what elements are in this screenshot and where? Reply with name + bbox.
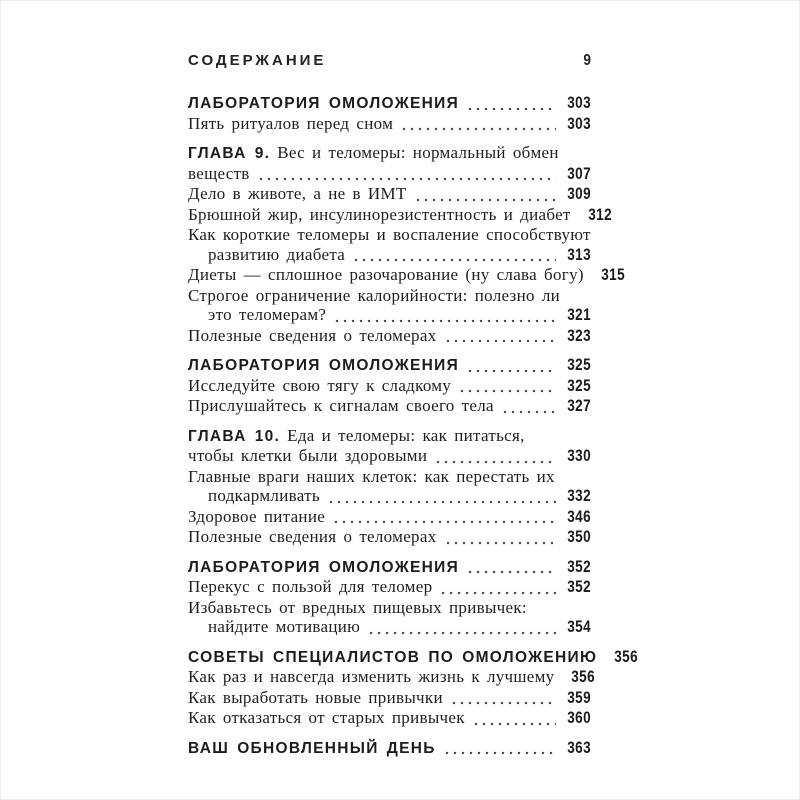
toc-list [188,93,639,758]
toc-page-number-value: 356 [614,647,639,666]
toc-entry [188,355,591,376]
toc-line [188,355,591,376]
toc-page-number-value: 327 [567,397,591,415]
toc-line [188,396,591,417]
toc-page-number-value: 346 [567,507,591,526]
toc-page-number-value: 303 [567,114,591,133]
toc-page-number [562,93,591,114]
dot-leader [325,507,562,528]
toc-page-number-value: 330 [567,447,591,465]
toc-item-title: подкармливать [208,486,320,505]
page-header [188,52,591,70]
toc-page-number-value: 325 [567,376,591,395]
toc-item-title: СОВЕТЫ СПЕЦИАЛИСТОВ ПО ОМОЛОЖЕНИЮ [188,648,598,666]
dot-leader [432,577,562,598]
toc-entry [188,507,591,528]
toc-item-title: Дело в животе, а не в ИМТ [188,184,407,203]
toc-entry [188,467,591,507]
toc-page-number-value: 307 [567,164,591,183]
toc-entry [188,184,591,205]
toc-entry [188,326,591,347]
toc-page-number [562,577,591,598]
toc-item-title: ЛАБОРАТОРИЯ ОМОЛОЖЕНИЯ [188,558,460,576]
toc-entry [188,396,591,417]
toc-page-number [583,205,612,226]
toc-page-number [562,376,591,397]
toc-line [188,184,591,205]
toc-page-number-value: 359 [567,688,591,707]
toc-item-title: Полезные сведения о теломерах [188,325,437,345]
chapter-number-prefix: ГЛАВА 10. [188,427,281,445]
toc-page-number [562,507,591,528]
dot-leader [584,265,596,286]
toc-entry [188,114,591,135]
toc-page-number [562,305,591,326]
toc-page-number-value: 325 [567,356,591,374]
toc-page-number-value: 363 [567,738,591,757]
toc-item-title: это теломерам? [208,305,327,324]
toc-line [188,617,591,638]
toc-page-number [562,326,591,347]
toc-line [188,265,625,286]
toc-item-title: Прислушайтесь к сигналам своего тела [188,396,494,415]
dot-leader [451,376,562,397]
dot-leader [554,667,566,688]
toc-item-title: Как раз и навсегда изменить жизнь к лучшему [188,667,555,686]
toc-page-number [562,114,591,135]
toc-item-title: Пять ритуалов перед сном [188,113,394,133]
toc-entry [188,286,591,326]
toc-item-title: найдите мотивацию [208,617,361,636]
toc-item-title: ВАШ ОБНОВЛЕННЫЙ ДЕНЬ [188,739,436,757]
toc-line [188,143,591,164]
toc-page-number [562,355,591,376]
dot-leader [459,93,562,114]
toc-line [188,527,591,548]
toc-line [188,164,591,185]
toc-page-number [562,617,591,638]
toc-line [188,467,591,487]
toc-entry [188,225,591,265]
toc-page-number [596,265,625,286]
toc-page-number [562,396,591,417]
dot-leader [494,396,562,417]
dot-leader [436,738,562,759]
dot-leader [407,184,562,205]
toc-line [188,557,591,578]
toc-line [188,204,612,226]
toc-line [188,667,596,688]
toc-line [188,446,591,467]
toc-item-title: веществ [188,163,250,183]
toc-item-title: Как короткие теломеры и воспаление способствуют [188,225,591,244]
toc-page-number-value: 350 [567,528,591,546]
toc-line [188,708,591,729]
dot-leader [326,305,562,326]
toc-page-number [562,688,591,709]
toc-line [188,598,591,618]
toc-page-number [562,184,591,205]
toc-item-title: ЛАБОРАТОРИЯ ОМОЛОЖЕНИЯ [188,357,460,374]
toc-line [188,93,591,114]
toc-item-title: Здоровое питание [188,506,326,526]
folio-page-number: 9 [583,52,591,69]
toc-page-number-value: 352 [567,578,591,596]
toc-page-number-value: 321 [567,306,591,324]
toc-page-number [562,557,591,578]
toc-entry [188,688,591,709]
toc-page-number [562,527,591,548]
toc-line [188,688,591,709]
toc-line [188,225,591,245]
toc-entry [188,647,639,668]
toc-entry [188,557,591,578]
dot-leader [459,557,562,578]
toc-line [188,114,591,135]
toc-item-title: Перекус с пользой для теломер [188,577,433,596]
toc-page [188,52,639,758]
dot-leader [360,617,562,638]
toc-page-number-value: 323 [567,326,591,345]
toc-line [188,486,591,507]
toc-entry [188,426,591,467]
toc-line [188,647,639,668]
running-title: СОДЕРЖАНИЕ [188,52,327,69]
toc-entry [188,738,591,759]
dot-leader [320,486,562,507]
toc-page-number-value: 315 [601,266,625,284]
toc-item-title: Вес и теломеры: нормальный обмен [277,143,559,162]
toc-line [188,426,591,447]
toc-line [188,376,591,397]
toc-item-title: Диеты — сплошное разочарование (ну слава богу) [188,265,584,284]
toc-item-title: Брюшной жир, инсулинорезистентность и диабет [188,204,571,224]
toc-entry [188,577,591,598]
toc-page-number [562,738,591,759]
toc-line [188,738,591,759]
toc-page-number [566,667,595,688]
toc-item-title: Полезные сведения о теломерах [188,527,437,546]
toc-page-number-value: 352 [567,557,591,576]
toc-page-number-value: 309 [567,185,591,203]
toc-item-title: Строгое ограничение калорийности: полезно ли [188,285,560,305]
toc-line [188,577,591,598]
dot-leader [597,647,609,668]
toc-item-title: Избавьтесь от вредных пищевых привычек: [188,597,527,617]
toc-page-number [562,708,591,729]
toc-entry [188,376,591,397]
chapter-number-prefix: ГЛАВА 9. [188,145,271,162]
toc-line [188,305,591,326]
toc-line [188,245,591,266]
toc-page-number [562,245,591,266]
dot-leader [437,527,562,548]
toc-entry [188,667,596,688]
toc-item-title: Как выработать новые привычки [188,687,443,707]
toc-page-number [609,647,638,668]
dot-leader [459,355,562,376]
toc-entry [188,708,591,729]
toc-page-number [562,446,591,467]
toc-entry [188,527,591,548]
dot-leader [393,114,562,135]
toc-entry [188,598,591,638]
dot-leader [571,205,583,226]
toc-item-title: чтобы клетки были здоровыми [188,446,428,465]
toc-line [188,326,591,347]
dot-leader [345,245,562,266]
toc-page-number [562,486,591,507]
toc-item-title: Исследуйте свою тягу к сладкому [188,375,452,395]
toc-page-number-value: 313 [567,245,591,264]
dot-leader [250,164,562,185]
toc-item-title: Главные враги наших клеток: как перестать их [188,466,555,486]
toc-page-number-value: 332 [567,487,591,505]
toc-line [188,507,591,528]
toc-page-number-value: 356 [571,668,596,686]
toc-page-number-value: 303 [567,94,591,112]
dot-leader [437,326,562,347]
dot-leader [465,708,562,729]
toc-line [188,286,591,306]
toc-page-number-value: 312 [587,205,612,224]
toc-entry [188,93,591,114]
dot-leader [443,688,562,709]
dot-leader [427,446,562,467]
toc-item-title: развитию диабета [208,244,346,264]
toc-page-number-value: 354 [567,618,591,636]
toc-item-title: Как отказаться от старых привычек [188,708,465,727]
toc-entry [188,204,612,226]
toc-page-number-value: 360 [567,709,591,727]
toc-entry [188,265,625,286]
toc-entry [188,143,591,184]
toc-page-number [562,164,591,185]
toc-item-title: ЛАБОРАТОРИЯ ОМОЛОЖЕНИЯ [188,95,460,112]
toc-item-title: Еда и теломеры: как питаться, [287,425,525,445]
